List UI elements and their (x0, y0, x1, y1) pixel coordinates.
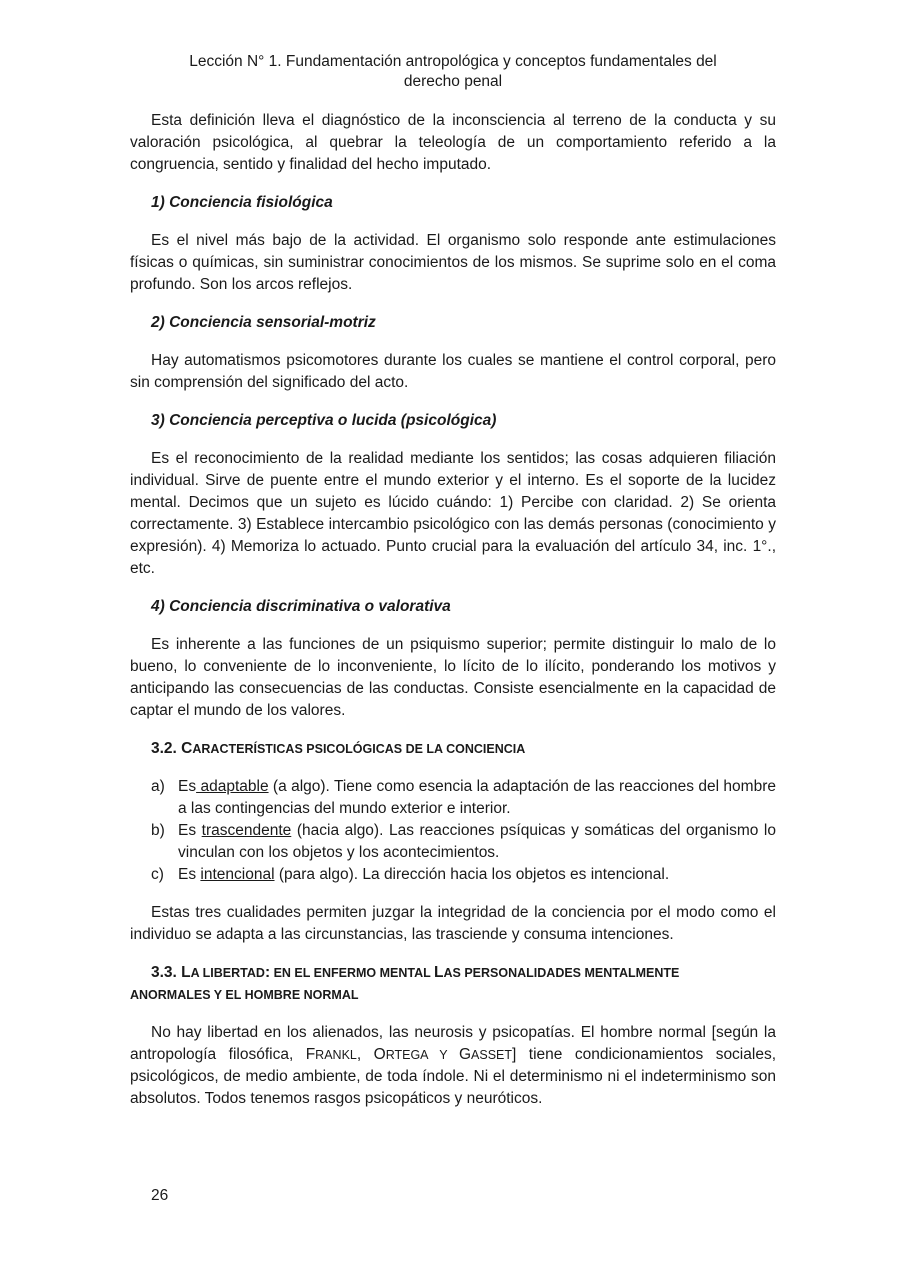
characteristics-list (130, 776, 776, 886)
section-heading-line-2 (130, 984, 776, 1006)
heading-conciencia-fisiologica: 1) Conciencia fisiológica (151, 194, 333, 211)
section-title-part: A LIBERTAD (190, 966, 265, 980)
section-number: 3.3. (151, 964, 177, 981)
section-title-initial: L (181, 964, 191, 981)
heading-conciencia-sensorial: 2) Conciencia sensorial-motriz (151, 314, 376, 331)
paragraph-fisiologica: Es el nivel más bajo de la actividad. El organismo solo responde ante estimulaciones físicas o químicas, sin suministrar conocimientos de los mismos. Se suprime solo en el coma profundo. Son los arcos reflejos. (130, 232, 776, 293)
separator: , (356, 1046, 374, 1063)
section-title-part: ANORMALES Y EL HOMBRE NORMAL (130, 988, 359, 1002)
list-item-text: (a algo). Tiene como esencia la adaptación de las reacciones del hombre a las contingencias del mundo exterior e interior. (178, 778, 776, 817)
list-item-text: (para algo). La dirección hacia los objetos es intencional. (274, 866, 670, 883)
list-item-term: adaptable (196, 778, 269, 795)
section-heading-line-1 (130, 962, 776, 984)
running-header (130, 52, 776, 92)
paragraph-text: No hay libertad en los alienados, las neurosis y psicopatías. El hombre normal [según la antropología filosófica, (130, 1024, 776, 1063)
list-item (130, 864, 776, 886)
list-item-term: trascendente (201, 822, 292, 839)
intro-paragraph: Esta definición lleva el diagnóstico de la inconsciencia al terreno de la conducta y su valoración psicológica, al quebrar la teleología de un comportamiento referido a la congruencia, sentido y finalidad del hecho imputado. (130, 112, 776, 173)
paragraph-cualidades: Estas tres cualidades permiten juzgar la integridad de la conciencia por el modo como el individuo se adapta a las circunstancias, las trasciende y consuma intenciones. (130, 904, 776, 943)
list-item-lead: Es (178, 866, 201, 883)
section-title-initial: C (181, 740, 193, 757)
list-marker: b) (151, 822, 165, 839)
author-name-rest: RANKL (315, 1048, 357, 1062)
author-initial: O (373, 1046, 386, 1063)
list-marker: a) (151, 778, 165, 795)
header-line-2: derecho penal (403, 73, 503, 90)
section-heading-3-3 (130, 962, 776, 1006)
list-item-term: intencional (200, 866, 275, 883)
list-marker: c) (151, 866, 164, 883)
section-title-colon: : (264, 964, 271, 981)
page-number: 26 (151, 1187, 169, 1204)
section-title-part: AS PERSONALIDADES MENTALMENTE (443, 966, 680, 980)
paragraph-libertad (130, 1022, 776, 1110)
paragraph-discriminativa: Es inherente a las funciones de un psiquismo superior; permite distinguir lo malo de lo bueno, lo conveniente de lo inconveniente, lo lícito de lo ilícito, ponderando los motivos y anticipando las consecuencias de las conductas. Consiste esencialmente en la capacidad de captar el mundo de los valores. (130, 636, 776, 719)
paragraph-sensorial: Hay automatismos psicomotores durante los cuales se mantiene el control corporal, pero sin comprensión del significado del acto. (130, 352, 776, 391)
author-initial: F (305, 1046, 316, 1063)
heading-conciencia-perceptiva: 3) Conciencia perceptiva o lucida (psicológica) (151, 412, 497, 429)
list-item-lead: Es (178, 778, 197, 795)
author-name-rest: ASSET (471, 1048, 513, 1062)
author-name-rest: RTEGA Y (385, 1048, 459, 1062)
heading-conciencia-discriminativa: 4) Conciencia discriminativa o valorativa (151, 598, 451, 615)
list-item-lead: Es (178, 822, 202, 839)
section-title-part: EN EL ENFERMO MENTAL (270, 966, 435, 980)
paragraph-perceptiva: Es el reconocimiento de la realidad mediante los sentidos; las cosas adquieren filiación individual. Sirve de puente entre el mundo exterior y el interno. Es el soporte de la lucidez mental. Decimos que un sujeto es lúcido cuándo: 1) Percibe con claridad. 2) Se orienta correctamente. 3) Establece intercambio psicológico con las demás personas (conocimiento y expresión). 4) Memoriza lo actuado. Punto crucial para la evaluación del artículo 34, inc. 1°., etc. (130, 450, 776, 577)
list-item (130, 776, 776, 820)
page-body (130, 110, 776, 1126)
header-line-1: Lección N° 1. Fundamentación antropológica y conceptos fundamentales del (189, 53, 717, 70)
list-item (130, 820, 776, 864)
section-heading-3-2 (130, 738, 776, 760)
section-title-initial: L (434, 964, 444, 981)
section-number: 3.2. (151, 740, 177, 757)
paragraph-text: ] tiene condicionamientos sociales, psicológicos, de medio ambiente, de toda índole. Ni el determinismo ni el indeterminismo son absolutos. Todos tenemos rasgos psicopáticos y neuróticos. (130, 1046, 776, 1107)
author-initial: G (458, 1046, 472, 1063)
list-item-text: (hacia algo). Las reacciones psíquicas y somáticas del organismo lo vinculan con los objetos y los acontecimientos. (178, 822, 776, 861)
section-title-rest: ARACTERÍSTICAS PSICOLÓGICAS DE LA CONCIENCIA (192, 742, 526, 756)
